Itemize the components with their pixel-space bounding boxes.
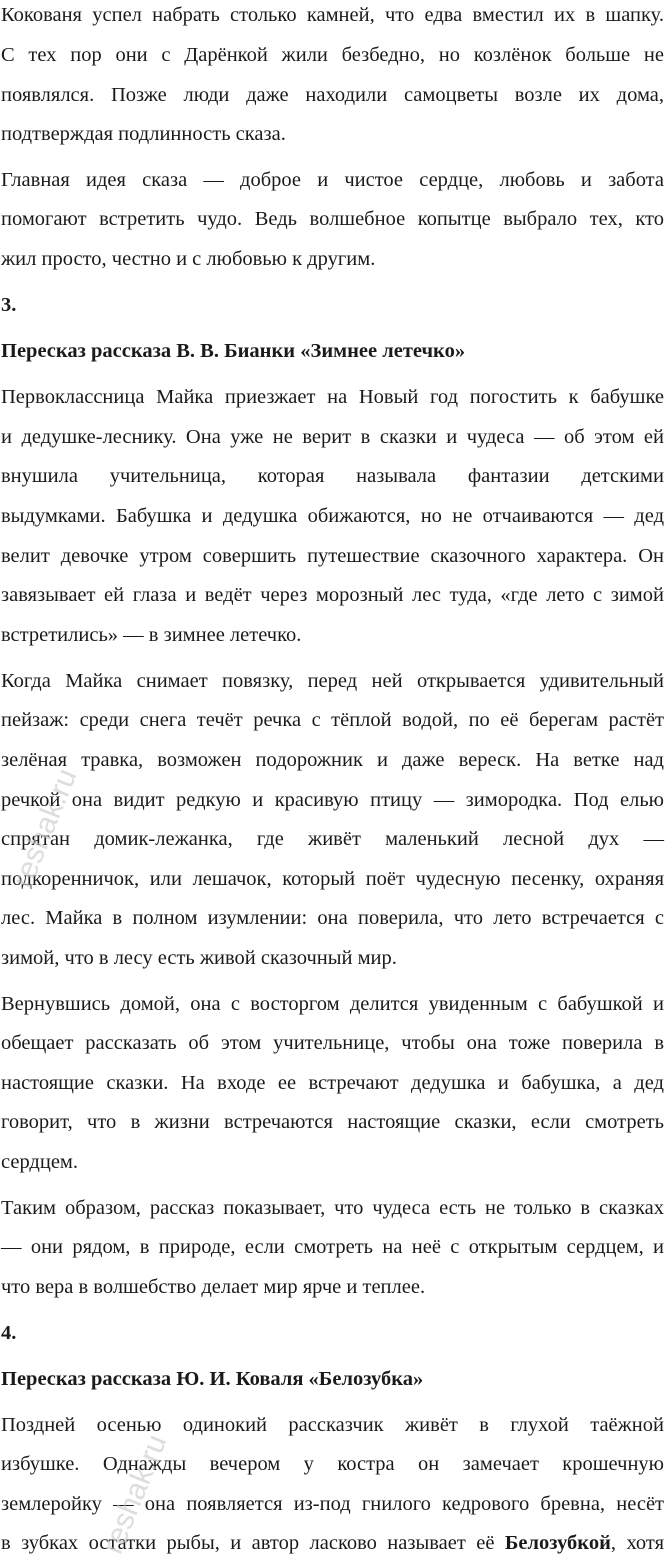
paragraph-line: обещает рассказать об этом учительнице, чтобы она тоже поверила в [1, 1032, 664, 1054]
paragraph-line: завязывает ей глаза и ведёт через морозный лес туда, «где лето с зимой [1, 584, 664, 606]
paragraph-line: помогают встретить чудо. Ведь волшебное копытце выбрало тех, кто [1, 208, 664, 230]
paragraph-line: выдумками. Бабушка и дедушка обижаются, но не отчаиваются — дед [1, 505, 664, 527]
section-heading: Пересказ рассказа Ю. И. Коваля «Белозубка» [1, 1368, 424, 1390]
paragraph-line: спрятан домик-лежанка, где живёт маленький лесной дух — [1, 828, 664, 850]
paragraph-line: — они рядом, в природе, если смотреть на неё с открытым сердцем, и [1, 1236, 664, 1258]
paragraph-line: подтверждая подлинность сказа. [1, 123, 286, 145]
line-text: , хотя [610, 1532, 665, 1554]
paragraph-line: подкоренничок, или лешачок, который поёт чудесную песенку, охраняя [1, 868, 664, 890]
paragraph-line: что вера в волшебство делает мир ярче и теплее. [1, 1276, 426, 1298]
paragraph-line: землеройку — она появляется из-под гнилого кедрового бревна, несёт [1, 1493, 664, 1515]
paragraph-line: велит девочке утром совершить путешествие сказочного характера. Он [1, 545, 664, 567]
paragraph-line: Главная идея сказа — доброе и чистое сердце, любовь и забота [1, 169, 664, 191]
paragraph-line: жил просто, честно и с любовью к другим. [1, 248, 376, 270]
paragraph-line: Когда Майка снимает повязку, перед ней открывается удивительный [1, 670, 664, 692]
paragraph-line: встретились» — в зимнее летечко. [1, 624, 302, 646]
paragraph-line: сердцем. [1, 1151, 79, 1173]
paragraph-line: Кокованя успел набрать столько камней, что едва вместил их в шапку. [1, 4, 664, 26]
section-number: 4. [1, 1322, 17, 1344]
paragraph-line: Первоклассница Майка приезжает на Новый год погостить к бабушке [1, 386, 664, 408]
paragraph-line: зелёная травка, возможен подорожник и даже вереск. На ветке над [1, 749, 664, 771]
section-heading: Пересказ рассказа В. В. Бианки «Зимнее летечко» [1, 340, 466, 362]
paragraph-line: речкой она видит редкую и красивую птицу — зимородка. Под елью [1, 789, 664, 811]
paragraph-line: пейзаж: среди снега течёт речка с тёплой водой, по её берегам растёт [1, 709, 664, 731]
watermark-text: reshak.ru [96, 1430, 174, 1559]
paragraph-line: говорит, что в жизни встречаются настоящие сказки, если смотреть [1, 1111, 664, 1133]
paragraph-line: Вернувшись домой, она с восторгом делится увиденным с бабушкой и [1, 993, 664, 1015]
bold-term: Белозубкой [504, 1532, 611, 1554]
paragraph-line: лес. Майка в полном изумлении: она поверила, что лето встречается с [1, 907, 664, 929]
paragraph-line: появлялся. Позже люди даже находили самоцветы возле их дома, [1, 84, 664, 106]
paragraph-line: Таким образом, рассказ показывает, что чудеса есть не только в сказках [1, 1197, 664, 1219]
watermark-text: reshak.ru [6, 764, 84, 893]
paragraph-line: зимой, что в лесу есть живой сказочный мир. [1, 947, 397, 969]
section-number: 3. [1, 294, 17, 316]
line-text: в зубках остатки рыбы, и автор ласково называет её [1, 1532, 495, 1554]
paragraph-line: С тех пор они с Дарёнкой жили безбедно, но козлёнок больше не [1, 44, 664, 66]
paragraph-line: внушила учительница, которая называла фантазии детскими [1, 465, 664, 487]
paragraph-line: избушке. Однажды вечером у костра он замечает крошечную [1, 1453, 664, 1475]
paragraph-line [1, 1530, 664, 1556]
paragraph-line: настоящие сказки. На входе ее встречают дедушка и бабушка, а дед [1, 1072, 664, 1094]
paragraph-line: Поздней осенью одинокий рассказчик живёт в глухой таёжной [1, 1414, 664, 1436]
paragraph-line: и дедушке-леснику. Она уже не верит в сказки и чудеса — об этом ей [1, 426, 664, 448]
